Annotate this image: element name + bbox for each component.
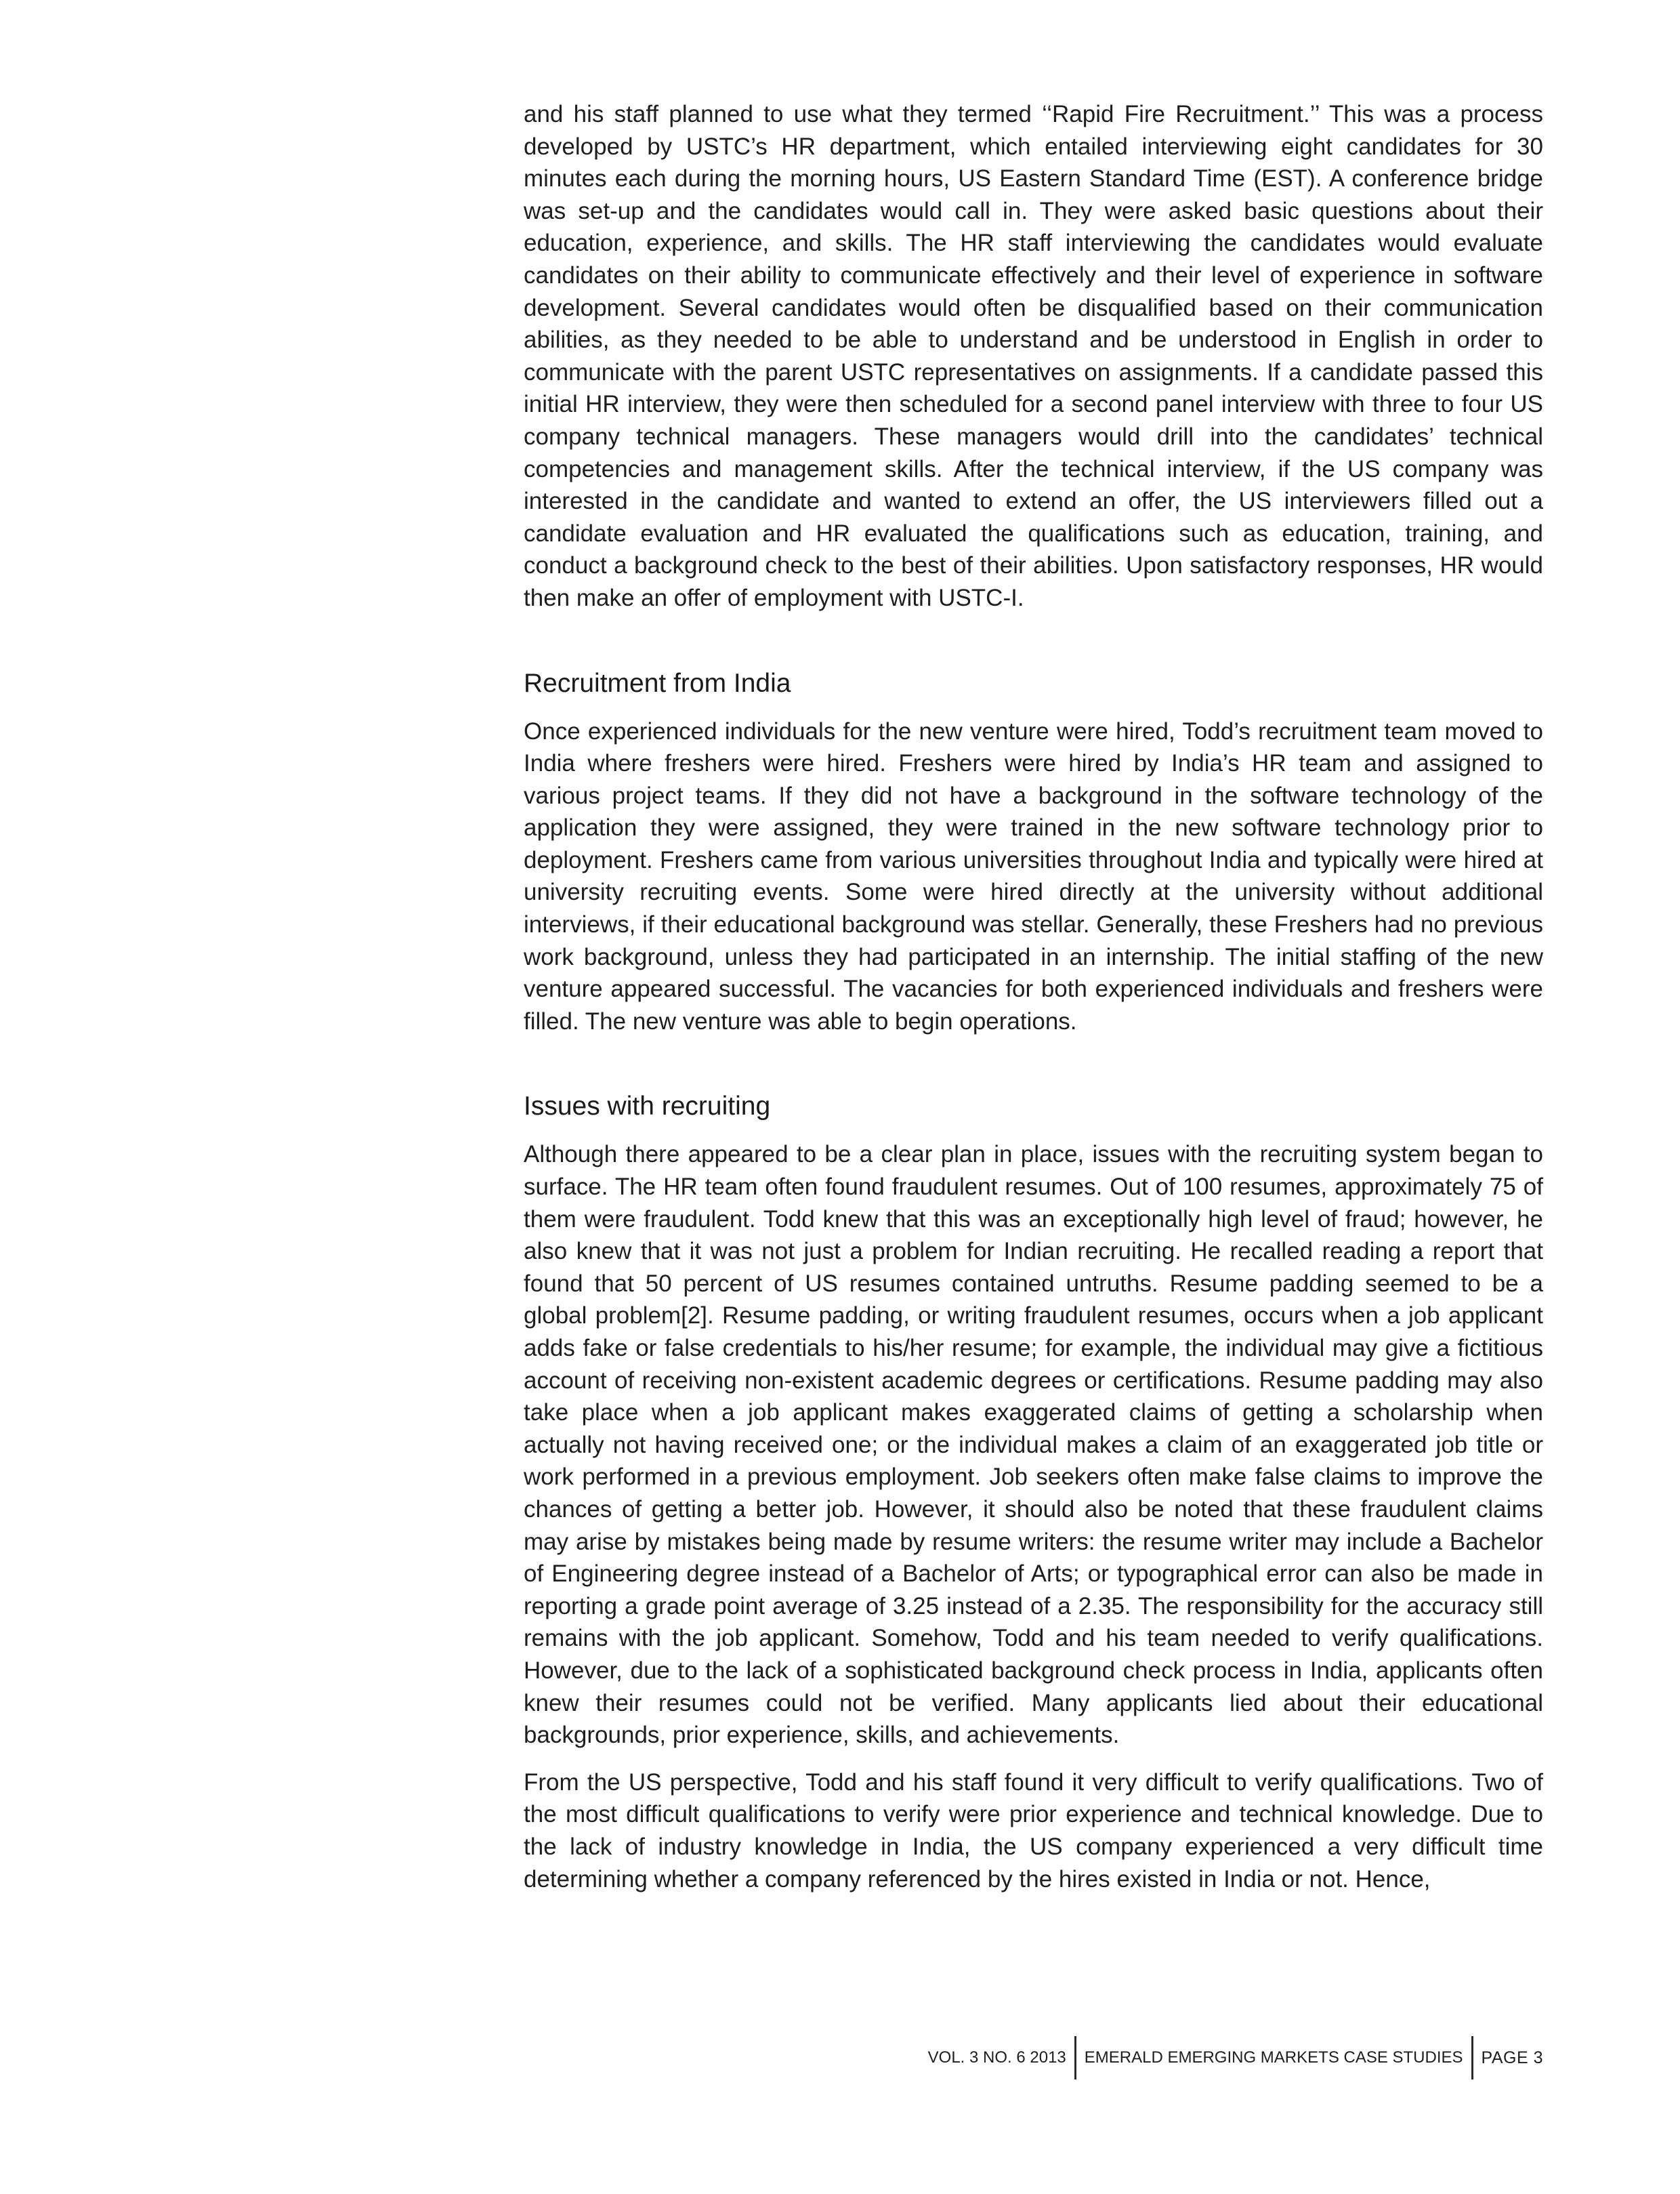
body-paragraph: Once experienced individuals for the new venture were hired, Todd’s recruitment team moved to India where freshers were hired. Freshers were hired by India’s HR team and assigned to various project teams. If they did not have a background in the software technology of the application they were assigned, they were trained in the new software technology prior to deployment. Freshers came from various universities throughout India and typically were hired at university recruiting events. Some were hired directly at the university without additional interviews, if their educational background was stellar. Generally, these Freshers had no previous work background, unless they had participated in an internship. The initial staffing of the new venture appeared successful. The vacancies for both experienced individuals and freshers were filled. The new venture was able to begin operations. — [524, 718, 1543, 1035]
section-heading: Issues with recruiting — [524, 1092, 771, 1121]
footer-divider — [1074, 2036, 1076, 2079]
footer-volume: VOL. 3 NO. 6 2013 — [927, 2048, 1066, 2067]
footer-page-number: PAGE 3 — [1481, 2048, 1543, 2067]
section-recruitment-from-india — [524, 667, 1543, 1038]
body-paragraph: From the US perspective, Todd and his staff found it very difficult to verify qualifications. Two of the most difficult qualifications to verify were prior experience and technical knowledge. Due to the lack of industry knowledge in India, the US company experienced a very difficult time determining whether a company referenced by the hires existed in India or not. Hence, — [524, 1768, 1543, 1892]
footer-journal-title: EMERALD EMERGING MARKETS CASE STUDIES — [1084, 2048, 1463, 2067]
intro-paragraph: and his staff planned to use what they termed ‘‘Rapid Fire Recruitment.’’ This was a process developed by USTC’s HR department, which entailed interviewing eight candidates for 30 minutes each during the morning hours, US Eastern Standard Time (EST). A conference bridge was set-up and the candidates would call in. They were asked basic questions about their education, experience, and skills. The HR staff interviewing the candidates would evaluate candidates on their ability to communicate effectively and their level of experience in software development. Several candidates would often be disqualified based on their communication abilities, as they needed to be able to understand and be understood in English in order to communicate with the parent USTC representatives on assignments. If a candidate passed this initial HR interview, they were then scheduled for a second panel interview with three to four US company technical managers. These managers would drill into the candidates’ technical competencies and management skills. After the technical interview, if the US company was interested in the candidate and wanted to extend an offer, the US interviewers filled out a candidate evaluation and HR evaluated the qualifications such as education, training, and conduct a background check to the best of their abilities. Upon satisfactory responses, HR would then make an offer of employment with USTC-I. — [524, 101, 1543, 611]
body-paragraph: Although there appeared to be a clear plan in place, issues with the recruiting system began to surface. The HR team often found fraudulent resumes. Out of 100 resumes, approximately 75 of them were fraudulent. Todd knew that this was an exceptionally high level of fraud; however, he also knew that it was not just a problem for Indian recruiting. He recalled reading a report that found that 50 percent of US resumes contained untruths. Resume padding seemed to be a global problem[2]. Resume padding, or writing fraudulent resumes, occurs when a job applicant adds fake or false credentials to his/her resume; for example, the individual may give a fictitious account of receiving non-existent academic degrees or certifications. Resume padding may also take place when a job applicant makes exaggerated claims of getting a scholarship when actually not having received one; or the individual makes a claim of an exaggerated job title or work performed in a previous employment. Job seekers often make false claims to improve the chances of getting a better job. However, it should also be noted that these fraudulent claims may arise by mistakes being made by resume writers: the resume writer may include a Bachelor of Engineering degree instead of a Bachelor of Arts; or typographical error can also be made in reporting a grade point average of 3.25 instead of a 2.35. The responsibility for the accuracy still remains with the job applicant. Somehow, Todd and his team needed to verify qualifications. However, due to the lack of a sophisticated background check process in India, applicants often knew their resumes could not be verified. Many applicants lied about their educational backgrounds, prior experience, skills, and achievements. — [524, 1141, 1543, 1749]
section-heading: Recruitment from India — [524, 668, 791, 698]
footer-divider — [1471, 2036, 1473, 2079]
article-body — [524, 98, 1543, 1895]
section-issues-with-recruiting — [524, 1090, 1543, 1895]
page-footer — [928, 2037, 1543, 2078]
